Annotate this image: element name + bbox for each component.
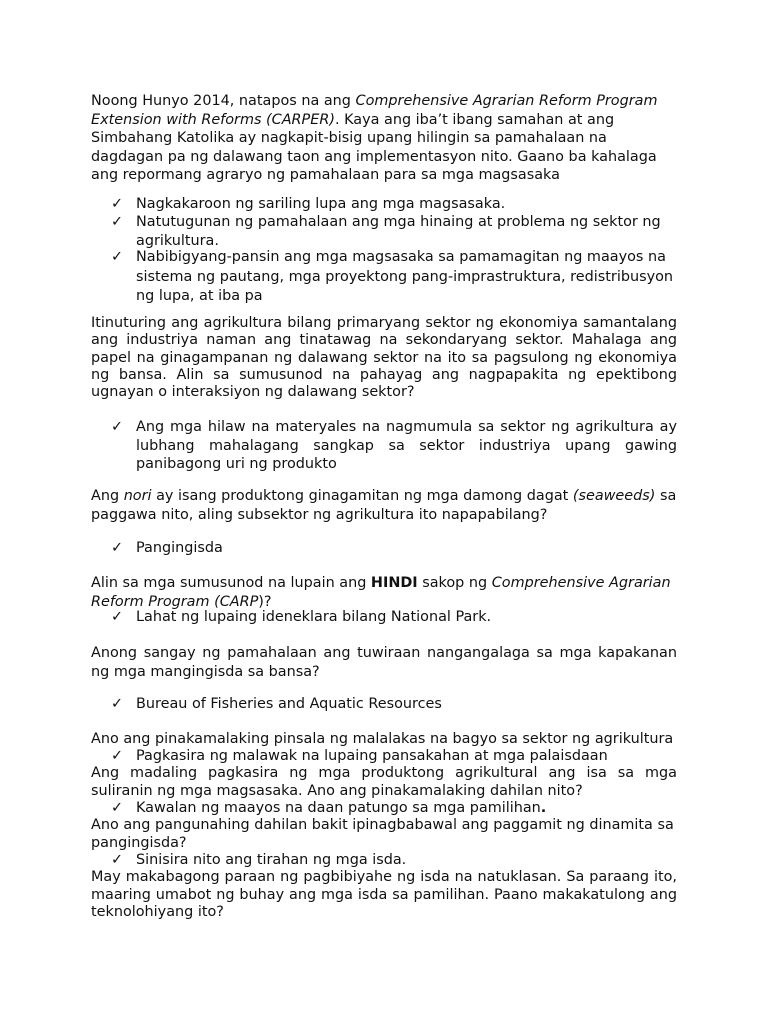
answer-item: ✓ Ang mga hilaw na materyales na nagmumula sa sektor ng agrikultura ay lubhang mahalagang sangkap sa sektor industriya upang gawing panibagong uri ng produkto [111, 419, 677, 473]
answer-item: ✓ Pagkasira ng malawak na lupaing pansakahan at mga palaisdaan [111, 748, 608, 764]
answer-item: ✓ Lahat ng lupaing ideneklara bilang National Park. [111, 609, 492, 625]
question-paragraph: Ang madaling pagkasira ng mga produktong agrikultural ang isa sa mga suliranin ng mga magsasaka. Ano ang pinakamalaking dahilan nito? [91, 765, 677, 799]
carper-title: Comprehensive Agrarian Reform Program Extension with Reforms (CARPER) [91, 93, 658, 128]
checkmark-icon: ✓ [111, 748, 124, 764]
question-paragraph: Ano ang pinakamalaking pinsala ng malalakas na bagyo sa sektor ng agrikultura [91, 731, 674, 747]
checkmark-icon: ✓ [111, 800, 124, 816]
answer-item: ✓ Kawalan ng maayos na daan patungo sa mga pamilihan. [111, 800, 547, 816]
question-paragraph: Anong sangay ng pamahalaan ang tuwiraan nangangalaga sa mga kapakanan ng mga mangingisda sa bansa? [91, 645, 677, 680]
answer-item: ✓ Nagkakaroon ng sariling lupa ang mga magsasaka. [111, 196, 506, 212]
intro-paragraph: Noong Hunyo 2014, natapos na ang Comprehensive Agrarian Reform Program Extension with Reforms (CARPER). Kaya ang iba’t ibang samahan at ang Simbahang Katolika ay nagkapit-bisig upang hilingin sa pamahalaan na dagdagan pa ng dalawang taon ang implementasyon nito. Gaano ba kahalaga ang repormang agraryo ng pamahalaan para sa mga magsasaka [91, 93, 658, 184]
question-paragraph: Alin sa mga sumusunod na lupain ang HINDI sakop ng Comprehensive Agrarian Reform Program (CARP)? [91, 575, 671, 610]
question-paragraph: Ang nori ay isang produktong ginagamitan ng mga damong dagat (seaweeds) sa paggawa nito, aling subsektor ng agrikultura ito napapabilang? [91, 488, 677, 523]
answer-item: ✓ Natutugunan ng pamahalaan ang mga hinaing at problema ng sektor ng agrikultura. [111, 214, 661, 249]
checkmark-icon: ✓ [111, 852, 124, 868]
checkmark-icon: ✓ [111, 249, 124, 265]
checkmark-icon: ✓ [111, 419, 124, 435]
checkmark-icon: ✓ [111, 540, 124, 556]
checkmark-icon: ✓ [111, 214, 124, 230]
checkmark-icon: ✓ [111, 696, 124, 712]
answer-item: ✓ Pangingisda [111, 540, 223, 556]
question-paragraph: Ano ang pangunahing dahilan bakit ipinagbabawal ang paggamit ng dinamita sa pangingisda? [91, 817, 674, 851]
checkmark-icon: ✓ [111, 196, 124, 212]
answer-item: ✓ Nabibigyang-pansin ang mga magsasaka sa pamamagitan ng maayos na sistema ng pautang, mga proyektong pang-imprastruktura, redistribusyon ng lupa, at iba pa [111, 249, 674, 304]
question-paragraph: May makabagong paraan ng pagbibiyahe ng isda na natuklasan. Sa paraang ito, maaring umabot ng buhay ang mga isda sa pamilihan. Paano makakatulong ang teknolohiyang ito? [91, 869, 677, 920]
answer-item: ✓ Bureau of Fisheries and Aquatic Resources [111, 696, 442, 712]
question-paragraph: Itinuturing ang agrikultura bilang primaryang sektor ng ekonomiya samantalang ang industriya naman ang tinatawag na sekondaryang sektor. Mahalaga ang papel na ginagampanan ng dalawang sektor na ito sa pagsulong ng ekonomiya ng bansa. Alin sa sumusunod na pahayag ang nagpapakita ng epektibong ugnayan o interaksiyon ng dalawang sektor? [91, 315, 677, 401]
checkmark-icon: ✓ [111, 609, 124, 625]
answer-item: ✓ Sinisira nito ang tirahan ng mga isda. [111, 852, 407, 868]
